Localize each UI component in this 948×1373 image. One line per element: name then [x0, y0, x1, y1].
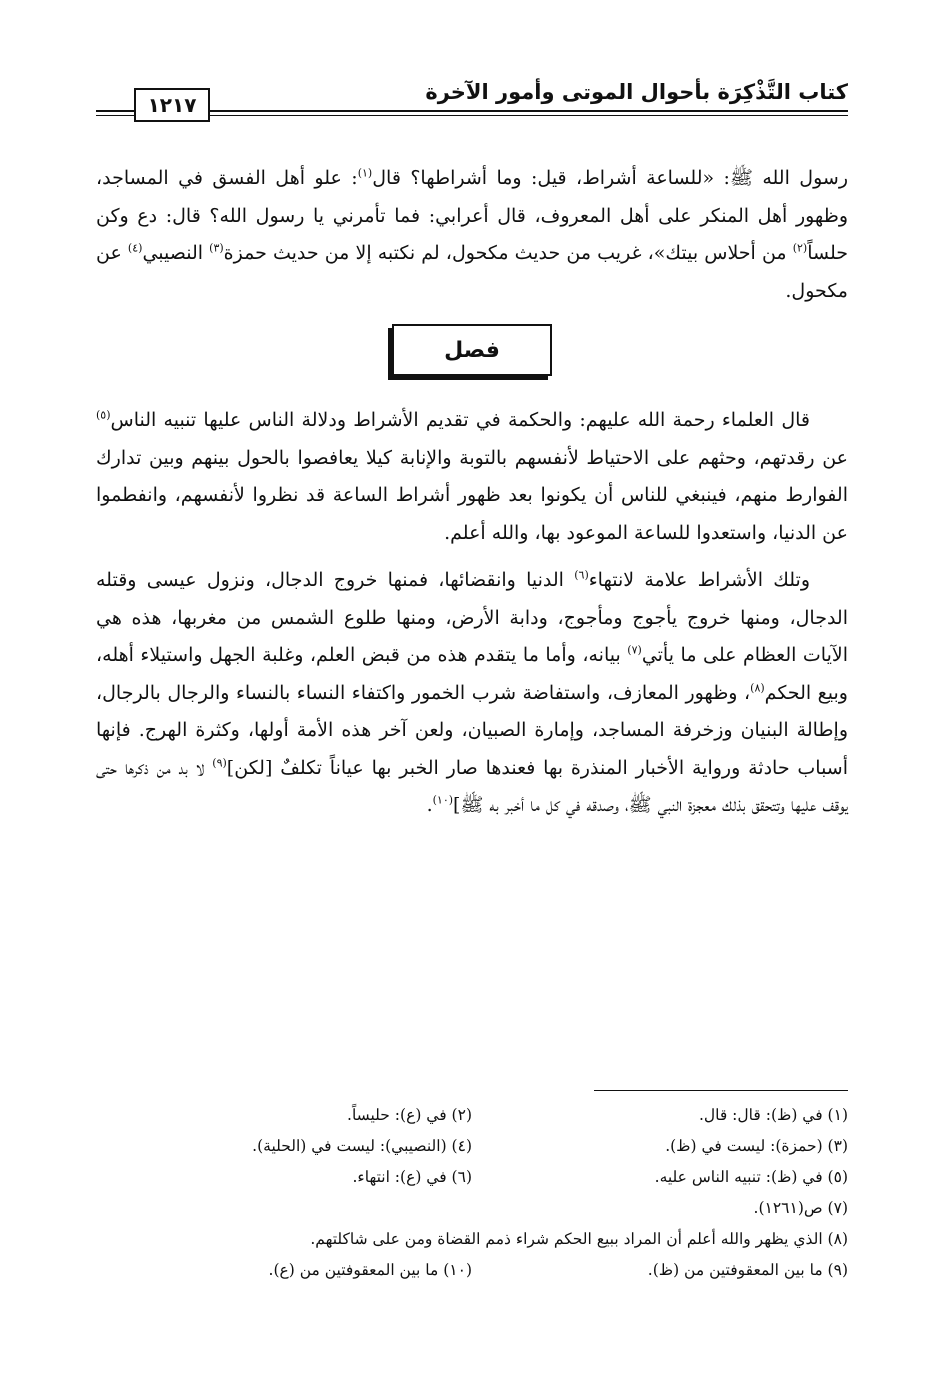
text-run: قال العلماء رحمة الله عليهم: والحكمة في تقديم الأشراط ودلالة الناس عليها تنبيه الناس	[110, 409, 810, 431]
footnote-ref: (١)	[357, 166, 373, 180]
footnote-ref: (٦)	[574, 568, 589, 582]
footnote-ref: (٨)	[750, 681, 765, 695]
footnote-4: (٤) (النصيبي): ليست في (الحلية).	[252, 1137, 472, 1155]
main-text	[96, 160, 848, 825]
footnote-row	[96, 1224, 848, 1255]
section-heading: فصل	[392, 324, 552, 376]
footnote-row	[96, 1131, 848, 1162]
text-run: الدنيا وانقضائها، فمنها خروج الدجال، ونزول عيسى وقتله الدجال، ومنها خروج يأجوج ومأجوج، ودابة الأرض، ومنها طلوع الشمس من مغربها، هذه هي الآيات العظام على ما يأتي	[96, 569, 848, 666]
footnote-10: (١٠) ما بين المعقوفتين من (ع).	[268, 1261, 472, 1279]
text-run: بيانه، وأما ما يتقدم هذه من قبض العلم، وغلبة الجهل واستيلاء أهله، وبيع الحكم	[96, 644, 848, 704]
text-run: رسول الله ﷺ: «للساعة أشراط، قيل: وما أشراطها؟ قال	[372, 167, 849, 189]
text-run: لا بد من ذكرها حتى يوقف عليها وتتحقق بذلك معجزة النبي ﷺ، وصدقه في كل ما أخبر به ﷺ]	[96, 756, 848, 816]
footnote-5: (٥) في (ظ): تنبيه الناس عليه.	[654, 1168, 848, 1186]
footnote-1: (١) في (ظ): قال: قال.	[698, 1106, 848, 1124]
footnote-row	[96, 1193, 848, 1224]
footnote-row	[96, 1255, 848, 1286]
footnote-8: (٨) الذي يظهر والله أعلم أن المراد ببيع الحكم شراء ذمم القضاة ومن على شاكلتهم.	[310, 1230, 848, 1248]
footnote-ref: (٣)	[209, 241, 224, 255]
footnote-ref: (٥)	[96, 408, 111, 422]
footnotes	[96, 1100, 848, 1286]
text-run: : علو أهل الفسق في المساجد، وظهور أهل المنكر على أهل المعروف، قال أعرابي: فما تأمرني يا رسول الله؟ قال: دع وكن حلساً	[96, 167, 848, 264]
page-header	[96, 78, 848, 120]
text-run: النصيبي	[142, 242, 210, 264]
page-number: ١٢١٧	[134, 88, 210, 122]
footnote-ref: (٩)	[212, 756, 227, 770]
footnote-7: (٧) ص(١٢٦١).	[753, 1199, 848, 1217]
text-run: من أحلاس بيتك»، غريب من حديث مكحول، لم نكتبه إلا من حديث حمزة	[223, 242, 793, 264]
footnote-separator	[594, 1090, 848, 1091]
text-run: ، وظهور المعازف، واستفاضة شرب الخمور واكتفاء النساء بالنساء والرجال بالرجال، وإطالة البنيان وزخرفة المساجد، وإمارة الصبيان، ولعن آخر هذه الأمة أولها، وكثرة الهرج. فإنها أسباب حادثة ورواية الأخبار المنذرة بها فعندها صار الخبر بها عياناً تكلفٌ [لكن]	[96, 681, 849, 779]
paragraph-2	[96, 402, 848, 552]
footnote-ref: (٧)	[627, 643, 642, 657]
footnote-3: (٣) (حمزة): ليست في (ظ).	[665, 1137, 848, 1155]
text-run: عن مكحول.	[96, 242, 848, 302]
text-run: .	[426, 794, 433, 816]
text-run: عن رقدتهم، وحثهم على الاحتياط لأنفسهم بالتوبة والإنابة كيلا يعافصوا بالحول بينهم وبين تدارك الفوارط منهم، فينبغي للناس أن يكونوا بعد ظهور أشراط الساعة قد نظروا لأنفسهم، وانفطموا عن الدنيا، واستعدوا للساعة الموعود بها، والله أعلم.	[96, 446, 848, 544]
footnote-ref: (١٠)	[432, 793, 454, 807]
paragraph-3	[96, 562, 848, 825]
footnote-6: (٦) في (ع): انتهاء.	[352, 1168, 472, 1186]
footnote-2: (٢) في (ع): حليساً.	[347, 1106, 472, 1124]
paragraph-1	[96, 160, 848, 310]
footnote-ref: (٢)	[792, 241, 808, 255]
footnote-row	[96, 1162, 848, 1193]
footnote-9: (٩) ما بين المعقوفتين من (ظ).	[647, 1261, 848, 1279]
text-run: وتلك الأشراط علامة لانتهاء	[588, 569, 810, 591]
footnote-row	[96, 1100, 848, 1131]
footnote-ref: (٤)	[127, 241, 143, 255]
section-heading-wrap	[96, 310, 848, 402]
book-title: كتاب التَّذْكِرَة بأحوال الموتى وأمور الآخرة	[425, 80, 848, 104]
